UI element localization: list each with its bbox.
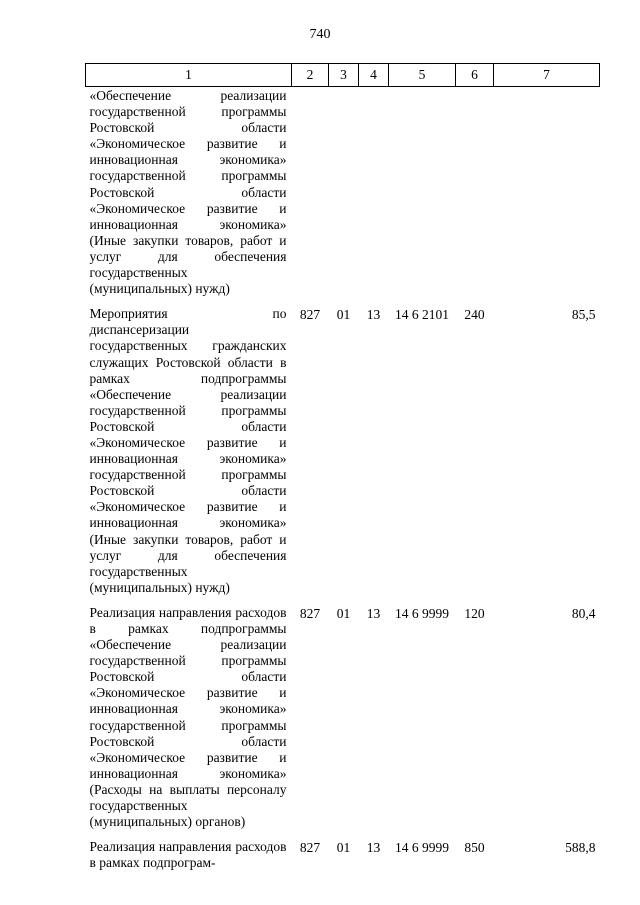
row-amount: 588,8	[565, 840, 596, 856]
row-subsection-code: 13	[366, 840, 381, 856]
table-row	[86, 603, 600, 837]
row-expense-type: 240	[464, 307, 485, 323]
row-target-article: 14 6 2101	[395, 307, 449, 323]
column-header: 4	[359, 64, 389, 87]
page-number: 740	[309, 27, 331, 42]
row-name: Мероприятия по диспансеризации государственных гражданских служащих Ростовской области в рамках подпрограммы «Обеспечение реализации государственной программы Ростовской области «Экономическое развитие и инновационная экономика» государственной программы Ростовской области «Экономическое развитие и инновационная экономика» (Иные закупки товаров, работ и услуг для обеспечения государственных (муниципальных) нужд)	[89, 306, 287, 595]
budget-table	[85, 63, 600, 878]
row-subsection-code	[359, 87, 389, 305]
row-ministry-code: 827	[299, 307, 321, 323]
row-expense-type: 850	[464, 840, 485, 856]
row-amount	[494, 87, 600, 305]
row-section-code: 01	[336, 605, 351, 621]
row-expense-type	[456, 87, 494, 305]
row-target-article	[389, 87, 456, 305]
column-header: 7	[494, 64, 600, 87]
column-header: 6	[456, 64, 494, 87]
table-row	[86, 87, 600, 305]
row-section-code: 01	[336, 840, 351, 856]
row-amount: 85,5	[571, 307, 596, 323]
row-ministry-code	[292, 87, 329, 305]
row-amount: 80,4	[571, 605, 596, 621]
row-ministry-code: 827	[299, 840, 321, 856]
row-name: Реализация направления расходов в рамках подпрограм-	[89, 839, 287, 871]
row-name: Реализация направления расходов в рамках подпрограммы «Обеспечение реализации государственной программы Ростовской области «Экономическое развитие и инновационная экономика» государственной программы Ростовской области «Экономическое развитие и инновационная экономика» (Расходы на выплаты персоналу государственных (муниципальных) органов)	[89, 604, 287, 830]
row-ministry-code: 827	[299, 605, 321, 621]
column-header: 3	[329, 64, 359, 87]
table-row	[86, 304, 600, 603]
column-header: 5	[389, 64, 456, 87]
row-target-article: 14 6 9999	[395, 840, 449, 856]
row-section-code: 01	[336, 307, 351, 323]
row-name: «Обеспечение реализации государственной программы Ростовской области «Экономическое развитие и инновационная экономика» государственной программы Ростовской области «Экономическое развитие и инновационная экономика» (Иные закупки товаров, работ и услуг для обеспечения государственных (муниципальных) нужд)	[89, 88, 287, 297]
row-section-code	[329, 87, 359, 305]
column-header: 2	[292, 64, 329, 87]
row-subsection-code: 13	[366, 605, 381, 621]
table-row	[86, 837, 600, 878]
row-expense-type: 120	[464, 605, 485, 621]
table-header-row	[86, 64, 600, 87]
row-subsection-code: 13	[366, 307, 381, 323]
column-header: 1	[86, 64, 292, 87]
row-target-article: 14 6 9999	[395, 605, 449, 621]
